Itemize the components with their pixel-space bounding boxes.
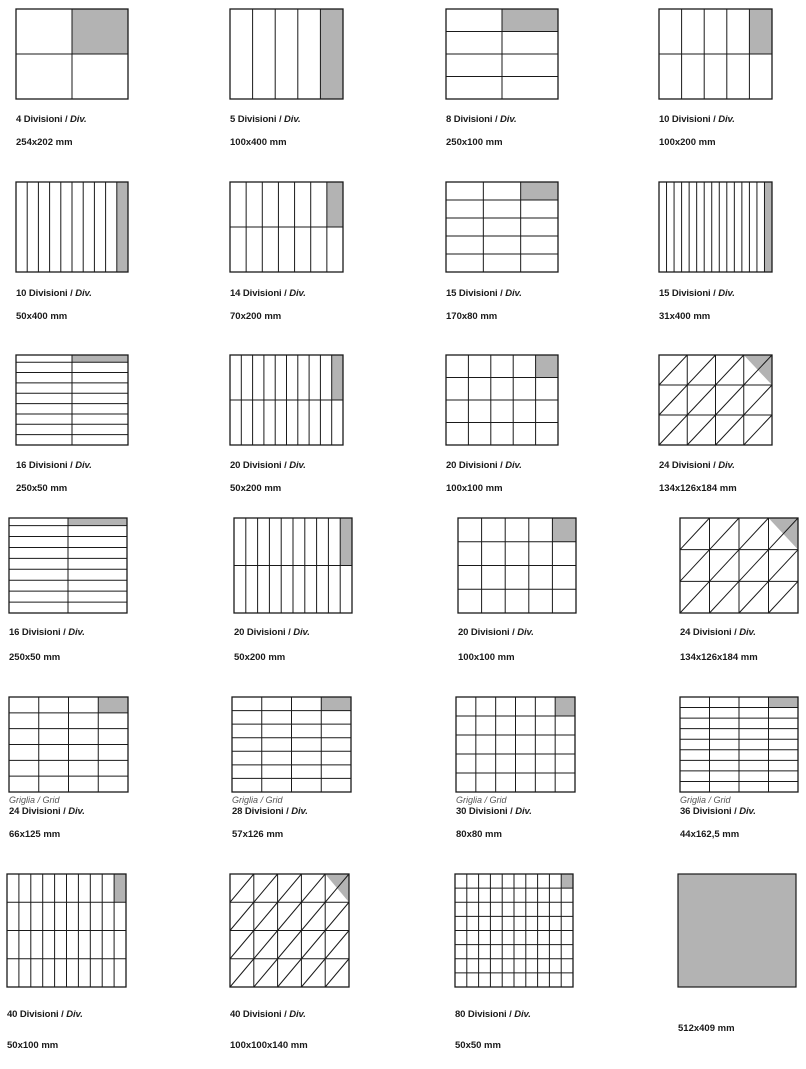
label-separator: / (731, 627, 740, 638)
label-separator: / (509, 627, 518, 638)
diagonal-divider (659, 355, 687, 385)
division-diagram (229, 181, 344, 273)
division-suffix: Div. (500, 114, 517, 125)
diagonal-divider (687, 385, 715, 415)
division-count: 8 Divisioni (446, 114, 493, 125)
division-label (16, 114, 87, 125)
label-separator: / (710, 288, 719, 299)
division-label (659, 288, 735, 299)
highlighted-cell (117, 182, 128, 272)
diagonal-divider (278, 874, 302, 902)
division-suffix: Div. (289, 288, 306, 299)
division-diagram (229, 354, 344, 446)
division-label (456, 806, 532, 817)
division-count: 15 Divisioni (446, 288, 498, 299)
division-count: 14 Divisioni (230, 288, 282, 299)
highlighted-cell (552, 518, 576, 542)
diagonal-divider (710, 550, 740, 582)
grid-note: Griglia / Grid (680, 795, 731, 805)
division-suffix: Div. (284, 114, 301, 125)
division-count: 15 Divisioni (659, 288, 711, 299)
highlighted-cell (332, 355, 343, 400)
dimension-label: 80x80 mm (456, 829, 502, 840)
diagonal-divider (716, 355, 744, 385)
division-count: 40 Divisioni (7, 1009, 59, 1020)
division-label (230, 460, 306, 471)
division-suffix: Div. (291, 806, 308, 817)
highlighted-cell (561, 874, 573, 888)
division-diagram (233, 517, 353, 614)
highlighted-cell (72, 9, 128, 54)
division-diagram (231, 696, 352, 793)
highlighted-cell (502, 9, 558, 32)
diagonal-divider (744, 385, 772, 415)
division-label (659, 114, 735, 125)
diagonal-divider (325, 931, 349, 959)
label-separator: / (67, 288, 76, 299)
division-diagram (445, 354, 559, 446)
diagonal-divider (301, 902, 325, 930)
division-suffix: Div. (70, 114, 87, 125)
diagonal-divider (739, 550, 769, 582)
division-label (659, 460, 735, 471)
division-label (680, 806, 756, 817)
diagonal-divider (710, 581, 740, 613)
label-separator: / (710, 460, 719, 471)
diagonal-divider (301, 874, 325, 902)
division-diagram (8, 517, 128, 614)
division-suffix: Div. (68, 627, 85, 638)
division-diagram (15, 181, 129, 273)
label-separator: / (276, 114, 285, 125)
highlighted-cell (764, 182, 772, 272)
dimension-label: 250x100 mm (446, 137, 503, 148)
highlighted-cell (769, 697, 799, 708)
label-separator: / (506, 1009, 515, 1020)
label-separator: / (60, 627, 69, 638)
division-diagram (679, 696, 799, 793)
label-separator: / (62, 114, 71, 125)
label-separator: / (731, 806, 740, 817)
division-count: 24 Divisioni (9, 806, 61, 817)
diagonal-divider (254, 902, 278, 930)
diagonal-divider (659, 385, 687, 415)
division-count: 20 Divisioni (230, 460, 282, 471)
division-diagram (15, 8, 129, 100)
highlighted-cell (340, 518, 352, 566)
division-label (232, 806, 308, 817)
division-label (16, 460, 92, 471)
dimension-label: 170x80 mm (446, 311, 498, 322)
dimension-label: 66x125 mm (9, 829, 61, 840)
dimension-label: 70x200 mm (230, 311, 282, 322)
dimension-label: 57x126 mm (232, 829, 284, 840)
diagonal-divider (254, 931, 278, 959)
highlighted-cell (98, 697, 128, 713)
division-count: 24 Divisioni (680, 627, 732, 638)
diagonal-divider (325, 902, 349, 930)
division-diagram (15, 354, 129, 446)
diagonal-divider (716, 415, 744, 445)
diagonal-divider (301, 931, 325, 959)
diagonal-divider (739, 581, 769, 613)
division-label (16, 288, 92, 299)
highlighted-cell (321, 697, 351, 711)
label-separator: / (492, 114, 501, 125)
division-suffix: Div. (517, 627, 534, 638)
division-label (234, 627, 310, 638)
grid-note: Griglia / Grid (9, 795, 60, 805)
division-suffix: Div. (739, 627, 756, 638)
dimension-label: 250x50 mm (16, 483, 68, 494)
division-suffix: Div. (505, 460, 522, 471)
division-diagram (679, 517, 799, 614)
division-suffix: Div. (718, 460, 735, 471)
label-separator: / (507, 806, 516, 817)
dimension-label: 50x200 mm (234, 652, 286, 663)
division-label (9, 627, 85, 638)
diagonal-divider (659, 415, 687, 445)
division-count: 10 Divisioni (16, 288, 68, 299)
diagonal-divider (710, 518, 740, 550)
dimension-label: 50x200 mm (230, 483, 282, 494)
outer-frame (659, 182, 772, 272)
division-diagram (457, 517, 577, 614)
diagonal-divider (230, 902, 254, 930)
diagonal-divider (680, 581, 710, 613)
dimension-label: 44x162,5 mm (680, 829, 740, 840)
division-suffix: Div. (739, 806, 756, 817)
division-suffix: Div. (505, 288, 522, 299)
label-separator: / (283, 806, 292, 817)
division-diagram (445, 8, 559, 100)
grid-note: Griglia / Grid (232, 795, 283, 805)
division-count: 4 Divisioni (16, 114, 63, 125)
division-label (230, 114, 301, 125)
diagonal-divider (744, 415, 772, 445)
dimension-label: 100x100 mm (446, 483, 503, 494)
dimension-label: 134x126x184 mm (659, 483, 737, 494)
label-separator: / (497, 288, 506, 299)
diagonal-divider (687, 415, 715, 445)
division-count: 24 Divisioni (659, 460, 711, 471)
diagonal-divider (680, 550, 710, 582)
division-label (230, 288, 306, 299)
dimension-label: 50x400 mm (16, 311, 68, 322)
diagonal-divider (278, 931, 302, 959)
division-suffix: Div. (75, 460, 92, 471)
highlighted-cell (521, 182, 558, 200)
division-suffix: Div. (515, 806, 532, 817)
dimension-label: 31x400 mm (659, 311, 711, 322)
label-separator: / (60, 806, 69, 817)
label-separator: / (281, 288, 290, 299)
division-count: 16 Divisioni (16, 460, 68, 471)
division-suffix: Div. (718, 114, 735, 125)
diagonal-divider (716, 385, 744, 415)
division-count: 16 Divisioni (9, 627, 61, 638)
division-diagram (677, 873, 797, 988)
dimension-label: 50x100 mm (7, 1040, 59, 1051)
highlighted-cell (68, 518, 127, 526)
division-diagram (8, 696, 129, 793)
division-count: 20 Divisioni (458, 627, 510, 638)
label-separator: / (58, 1009, 67, 1020)
filled-panel (678, 874, 796, 987)
division-label (9, 806, 85, 817)
diagonal-divider (301, 959, 325, 987)
division-count: 20 Divisioni (234, 627, 286, 638)
division-label (7, 1009, 83, 1020)
dimension-label: 134x126x184 mm (680, 652, 758, 663)
division-diagram (658, 8, 773, 100)
division-suffix: Div. (293, 627, 310, 638)
label-separator: / (285, 627, 294, 638)
dimension-label: 100x200 mm (659, 137, 716, 148)
division-count: 20 Divisioni (446, 460, 498, 471)
label-separator: / (281, 460, 290, 471)
diagonal-divider (278, 902, 302, 930)
diagonal-divider (739, 518, 769, 550)
label-separator: / (710, 114, 719, 125)
diagonal-divider (687, 355, 715, 385)
division-suffix: Div. (718, 288, 735, 299)
diagonal-divider (230, 931, 254, 959)
label-separator: / (281, 1009, 290, 1020)
highlighted-cell (536, 355, 558, 378)
diagonal-divider (769, 581, 799, 613)
diagonal-divider (278, 959, 302, 987)
division-diagram (454, 873, 574, 988)
division-diagram (6, 873, 127, 988)
division-diagram (229, 8, 344, 100)
division-suffix: Div. (66, 1009, 83, 1020)
division-diagram (229, 873, 350, 988)
division-diagram (658, 354, 773, 446)
division-diagram (445, 181, 559, 273)
division-count: 5 Divisioni (230, 114, 277, 125)
division-suffix: Div. (289, 460, 306, 471)
division-diagram (658, 181, 773, 273)
diagonal-divider (230, 874, 254, 902)
division-label (446, 114, 517, 125)
division-label (458, 627, 534, 638)
diagonal-divider (230, 959, 254, 987)
division-label (446, 460, 522, 471)
division-suffix: Div. (68, 806, 85, 817)
highlighted-cell (320, 9, 343, 99)
dimension-label: 100x100 mm (458, 652, 515, 663)
division-suffix: Div. (289, 1009, 306, 1020)
division-label (446, 288, 522, 299)
highlighted-cell (749, 9, 772, 54)
division-count: 40 Divisioni (230, 1009, 282, 1020)
division-count: 36 Divisioni (680, 806, 732, 817)
division-count: 10 Divisioni (659, 114, 711, 125)
diagonal-divider (769, 550, 799, 582)
diagonal-divider (325, 959, 349, 987)
dimension-label: 254x202 mm (16, 137, 73, 148)
dimension-label: 100x400 mm (230, 137, 287, 148)
division-diagram (455, 696, 576, 793)
division-label (455, 1009, 531, 1020)
dimension-label: 50x50 mm (455, 1040, 501, 1051)
diagonal-divider (254, 874, 278, 902)
division-suffix: Div. (514, 1009, 531, 1020)
highlighted-cell (327, 182, 343, 227)
diagonal-divider (680, 518, 710, 550)
division-count: 80 Divisioni (455, 1009, 507, 1020)
division-count: 30 Divisioni (456, 806, 508, 817)
highlighted-cell (72, 355, 128, 362)
division-count: 28 Divisioni (232, 806, 284, 817)
label-separator: / (497, 460, 506, 471)
highlighted-cell (114, 874, 126, 902)
dimension-label: 512x409 mm (678, 1023, 735, 1034)
grid-note: Griglia / Grid (456, 795, 507, 805)
division-label (230, 1009, 306, 1020)
diagonal-divider (254, 959, 278, 987)
division-suffix: Div. (75, 288, 92, 299)
dimension-label: 250x50 mm (9, 652, 61, 663)
label-separator: / (67, 460, 76, 471)
division-label (680, 627, 756, 638)
dimension-label: 100x100x140 mm (230, 1040, 308, 1051)
highlighted-cell (555, 697, 575, 716)
